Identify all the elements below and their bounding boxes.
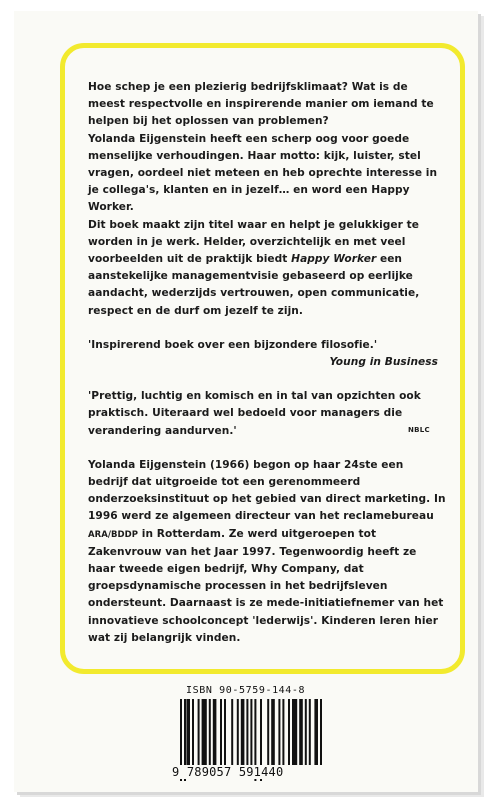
quote-1-source: Young in Business: [329, 356, 438, 369]
intro-paragraph-2: Yolanda Eijgenstein heeft een scherp oog voor goede menselijke verhoudingen. Haar motto: kijk, luister, stel vragen, oordeel niet meteen en heb oprechte interesse in je collega's, klanten en in jezelf… en word een Happy Worker.: [88, 132, 438, 214]
barcode-bar: [209, 699, 211, 765]
blurb-text: [88, 79, 446, 647]
author-bio: Yolanda Eijgenstein (1966) begon op haar 24ste een bedrijf dat uitgroeide tot een gerenommeerd onderzoeksinstituut op het gebied van direct marketing. In 1996 werd ze algemeen directeur van het reclamebureau ARA/BDDP in Rotterdam. Ze werd uitgeroepen tot Zakenvrouw van het Jaar 1997. Tegenwoordig heeft ze haar tweede eigen bedrijf, Why Company, dat groepsdynamische processen in het bedrijfsleven ondersteunt. Daarnaast is ze mede-initiatiefnemer van het innovatieve schoolconcept 'lederwijs'. Kinderen leren hier wat zij belangrijk vinden.: [88, 458, 446, 644]
barcode-bar: [241, 699, 245, 765]
quote-1-text: 'Inspirerend boek over een bijzondere filosofie.': [88, 338, 378, 351]
barcode-bar: [186, 699, 190, 765]
barcode-bar: [198, 699, 200, 765]
barcode-bar: [246, 699, 248, 765]
barcode-bar: [220, 699, 222, 765]
barcode-bar: [202, 699, 207, 765]
barcode-bar: [288, 699, 290, 765]
barcode-bar: [267, 699, 269, 765]
quote-2-source: NBLC: [408, 425, 430, 434]
quote-2-text: 'Prettig, luchtig en komisch en in tal van opzichten ook praktisch. Uiteraard wel bedoeld voor managers die verandering aandurven.': [88, 390, 421, 437]
barcode-bar: [320, 699, 322, 765]
barcode-bar: [213, 699, 217, 765]
quote-2: [88, 388, 446, 440]
isbn-label: ISBN 90-5759-144-8: [186, 685, 306, 696]
barcode-bar: [224, 699, 226, 765]
intro-paragraph-1: Hoe schep je een plezierig bedrijfsklimaat? Wat is de meest respectvolle en inspirerende manier om iemand te helpen bij het oplossen van problemen?: [88, 81, 434, 128]
barcode-bar: [292, 699, 297, 765]
barcode-bar: [192, 699, 194, 765]
barcode-bar: [250, 699, 252, 765]
barcode-bar: [309, 699, 311, 765]
barcode-number: 9 789057 591440: [172, 765, 284, 779]
barcode-bar: [231, 699, 233, 765]
agency-name: ARA/BDDP: [88, 529, 139, 540]
barcode-bar: [282, 699, 284, 765]
book-title: Happy Worker: [291, 253, 377, 266]
barcode-bar: [271, 699, 275, 765]
barcode-bar: [299, 699, 303, 765]
barcode-bar: [278, 699, 280, 765]
intro-paragraph-3: Dit boek maakt zijn titel waar en helpt je gelukkiger te worden in je werk. Helder, overzichtelijk en met veel voorbeelden uit de praktijk biedt Happy Worker een aanstekelijke managementvisie gebaseerd op eerlijke aandacht, wederzijds vertrouwen, open communicatie, respect en de durf om jezelf te zijn.: [88, 218, 420, 317]
barcode-bar: [314, 699, 318, 765]
barcode-bar: [237, 699, 239, 765]
barcode-bar: [305, 699, 307, 765]
